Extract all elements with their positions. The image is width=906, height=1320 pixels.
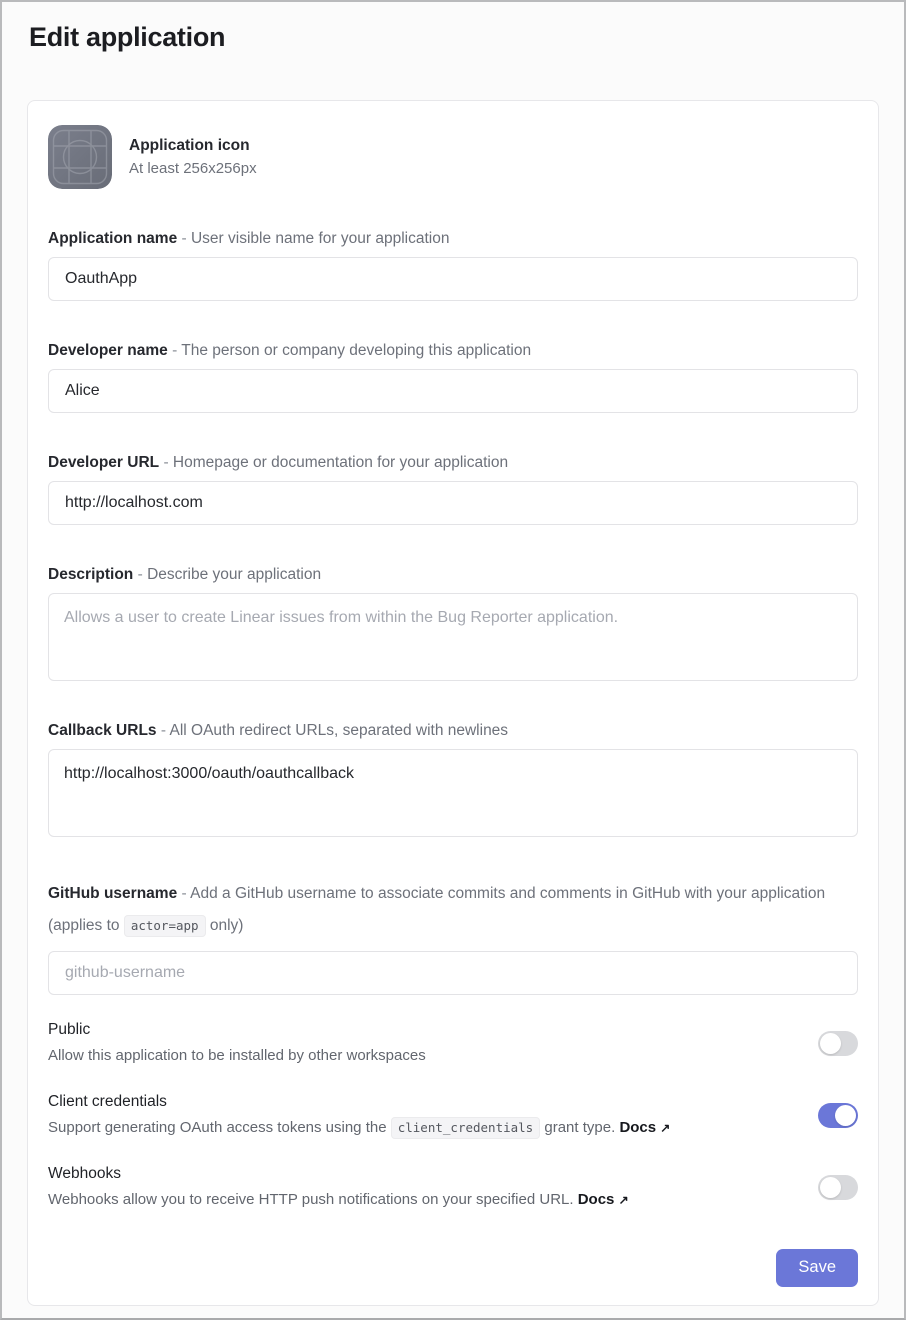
label-separator: - (181, 230, 187, 248)
github-username-label: GitHub username - Add a GitHub username to associate commits and comments in GitHub with your application (applies to actor=app only) (48, 878, 858, 942)
edit-application-card (27, 100, 879, 1306)
github-username-description: Add a GitHub username to associate commits and comments in GitHub with your application (applies to (48, 885, 826, 935)
client-credentials-toggle-description: Support generating OAuth access tokens using the client_credentials grant type. Docs ↗ (48, 1117, 670, 1138)
application-name-label: Application name - User visible name for your application (48, 230, 450, 248)
public-toggle-title: Public (48, 1021, 91, 1039)
webhooks-toggle-title: Webhooks (48, 1165, 121, 1183)
page-title: Edit application (29, 22, 226, 52)
application-icon-subtitle: At least 256x256px (129, 160, 257, 178)
description-label: Description - Describe your application (48, 566, 322, 584)
label-separator: - (181, 885, 187, 903)
toggle-knob (820, 1177, 841, 1198)
developer-name-description: The person or company developing this application (181, 342, 532, 360)
client-credentials-code-chip: client_credentials (391, 1117, 540, 1139)
public-toggle-description: Allow this application to be installed by other workspaces (48, 1047, 426, 1065)
description-field (48, 566, 858, 681)
developer-url-input[interactable] (48, 481, 858, 525)
developer-name-label: Developer name - The person or company developing this application (48, 342, 532, 360)
toggle-knob (835, 1105, 856, 1126)
toggle-settings-section (48, 1021, 858, 1210)
callback-urls-textarea[interactable] (48, 749, 858, 837)
callback-urls-label: Callback URLs - All OAuth redirect URLs, separated with newlines (48, 722, 509, 740)
webhooks-toggle[interactable] (818, 1175, 858, 1200)
webhooks-docs-link[interactable]: Docs ↗ (577, 1191, 629, 1209)
description-textarea[interactable] (48, 593, 858, 681)
external-link-arrow-icon: ↗ (618, 1193, 629, 1208)
github-username-field (48, 878, 858, 995)
label-separator: - (172, 342, 178, 360)
application-icon-placeholder[interactable] (48, 125, 112, 189)
client-credentials-toggle-title: Client credentials (48, 1093, 167, 1111)
application-name-description: User visible name for your application (190, 230, 450, 248)
developer-name-field (48, 342, 858, 413)
developer-url-field (48, 454, 858, 525)
callback-urls-field (48, 722, 858, 837)
save-button[interactable]: Save (776, 1249, 858, 1287)
label-separator: - (137, 566, 143, 584)
application-name-input[interactable] (48, 257, 858, 301)
client-credentials-setting-row (48, 1093, 858, 1138)
public-toggle[interactable] (818, 1031, 858, 1056)
developer-name-input[interactable] (48, 369, 858, 413)
application-icon-title: Application icon (129, 137, 250, 155)
form-actions (48, 1249, 858, 1287)
label-separator: - (163, 454, 169, 472)
github-username-description-end: only) (209, 917, 244, 935)
github-username-input[interactable] (48, 951, 858, 995)
client-credentials-toggle[interactable] (818, 1103, 858, 1128)
actor-app-code-chip: actor=app (124, 915, 206, 937)
public-setting-row (48, 1021, 858, 1066)
callback-urls-description: All OAuth redirect URLs, separated with newlines (169, 722, 509, 740)
application-icon-text (129, 137, 257, 177)
developer-url-description: Homepage or documentation for your application (172, 454, 509, 472)
label-separator: - (160, 722, 167, 740)
application-name-field (48, 230, 858, 301)
toggle-knob (820, 1033, 841, 1054)
developer-url-label: Developer URL - Homepage or documentation for your application (48, 454, 509, 472)
external-link-arrow-icon: ↗ (660, 1121, 671, 1136)
webhooks-setting-row (48, 1165, 858, 1210)
application-icon-section (48, 125, 858, 189)
client-credentials-docs-link[interactable]: Docs ↗ (619, 1119, 671, 1137)
webhooks-toggle-description: Webhooks allow you to receive HTTP push notifications on your specified URL. Docs ↗ (48, 1191, 629, 1209)
description-description: Describe your application (147, 566, 322, 584)
